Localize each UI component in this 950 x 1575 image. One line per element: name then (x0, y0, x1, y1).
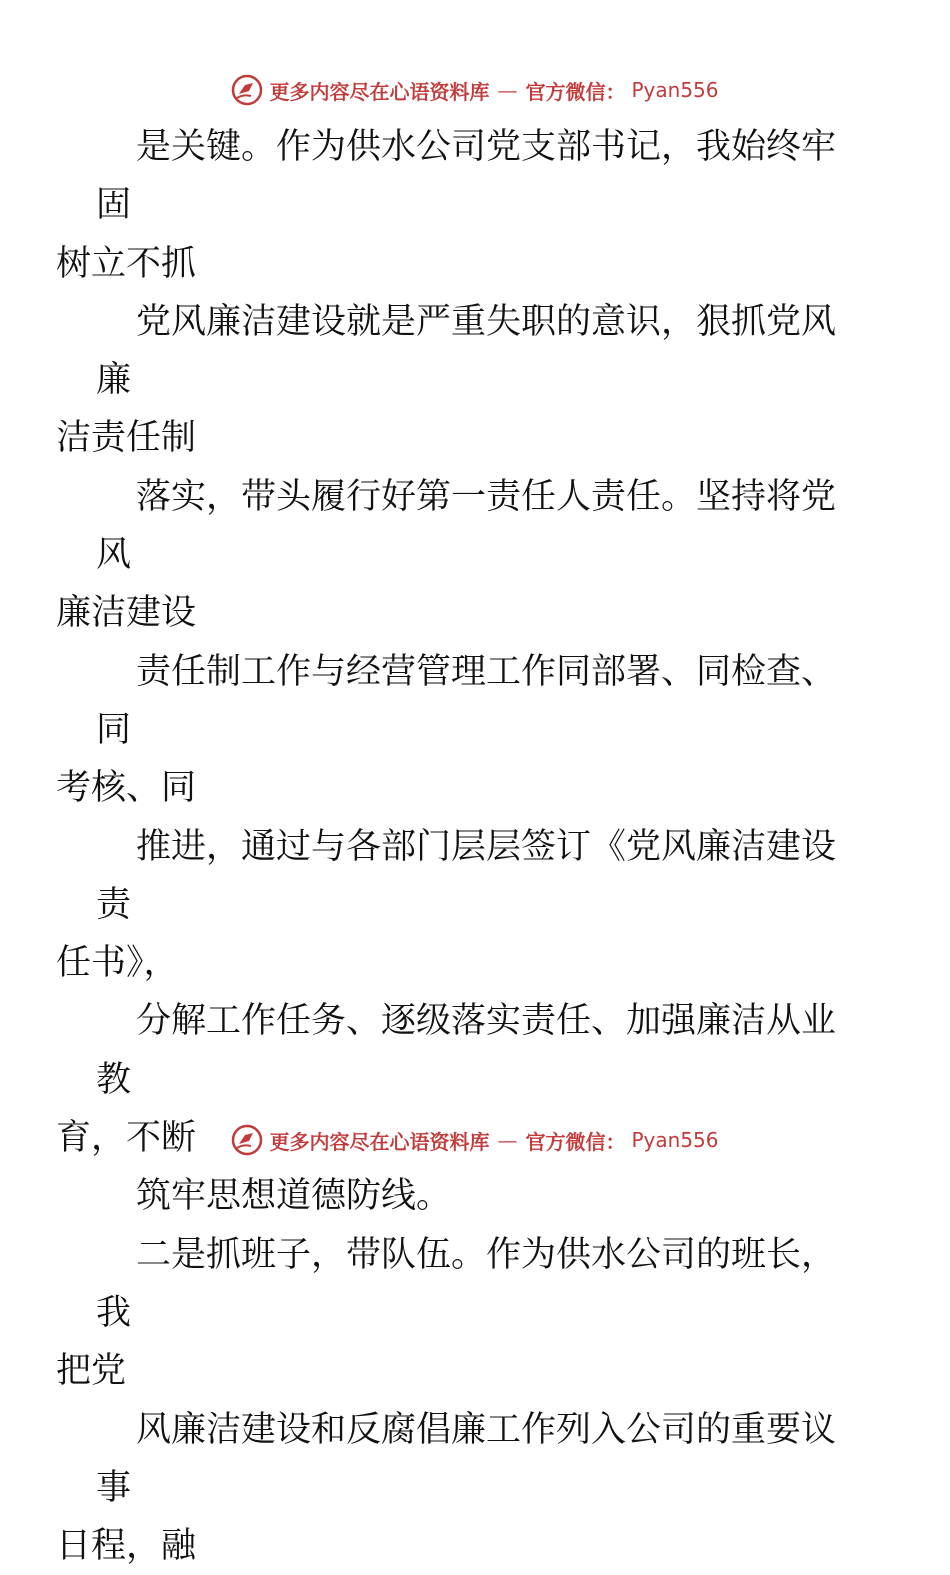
paragraph-line: 党风廉洁建设就是严重失职的意识，狠抓党风廉 (96, 301, 837, 401)
book-pen-logo-icon (231, 1124, 263, 1156)
book-pen-logo-icon (231, 74, 263, 106)
page-header (0, 70, 950, 110)
paragraph-line: 是关键。作为供水公司党支部书记，我始终牢固 (96, 127, 837, 226)
footer-dash: — (497, 1128, 518, 1152)
header-brand-text: 更多内容尽在心语资料库 (269, 79, 490, 104)
footer-wechat-label: 官方微信： (525, 1129, 626, 1154)
paragraph (96, 1167, 856, 1225)
header-dash: — (497, 78, 518, 102)
paragraph-continuation: 考核、同 (56, 768, 197, 809)
paragraph-continuation: 树立不抓 (56, 243, 197, 284)
document-body (56, 118, 856, 1575)
paragraph (56, 818, 856, 993)
paragraph (56, 1401, 856, 1575)
paragraph-line: 落实，带头履行好第一责任人责任。坚持将党风 (96, 476, 837, 576)
paragraph-line: 分解工作任务、逐级落实责任、加强廉洁从业教 (96, 1001, 837, 1100)
footer-brand-text: 更多内容尽在心语资料库 (269, 1129, 490, 1154)
paragraph (56, 118, 856, 293)
paragraph-line: 筑牢思想道德防线。 (136, 1176, 452, 1217)
paragraph-continuation: 日程，融 (56, 1526, 197, 1567)
paragraph (56, 293, 856, 468)
page-footer (0, 1120, 950, 1160)
header-wechat-label: 官方微信： (525, 79, 626, 104)
paragraph-line: 二是抓班子，带队伍。作为供水公司的班长，我 (96, 1234, 837, 1333)
paragraph-line: 风廉洁建设和反腐倡廉工作列入公司的重要议事 (96, 1409, 837, 1508)
footer-wechat-id: Pyan556 (631, 1128, 719, 1152)
paragraph-line: 推进，通过与各部门层层签订《党风廉洁建设责 (96, 826, 837, 925)
paragraph (56, 643, 856, 818)
paragraph-continuation: 洁责任制 (56, 418, 197, 459)
paragraph-continuation: 把党 (56, 1351, 127, 1392)
paragraph-line: 责任制工作与经营管理工作同部署、同检查、同 (96, 651, 837, 750)
paragraph-continuation: 育，不断 (56, 1118, 197, 1159)
paragraph-continuation: 任书》， (56, 943, 179, 984)
header-wechat-id: Pyan556 (631, 78, 719, 102)
paragraph (56, 1226, 856, 1401)
paragraph-continuation: 廉洁建设 (56, 593, 197, 634)
paragraph (56, 468, 856, 643)
